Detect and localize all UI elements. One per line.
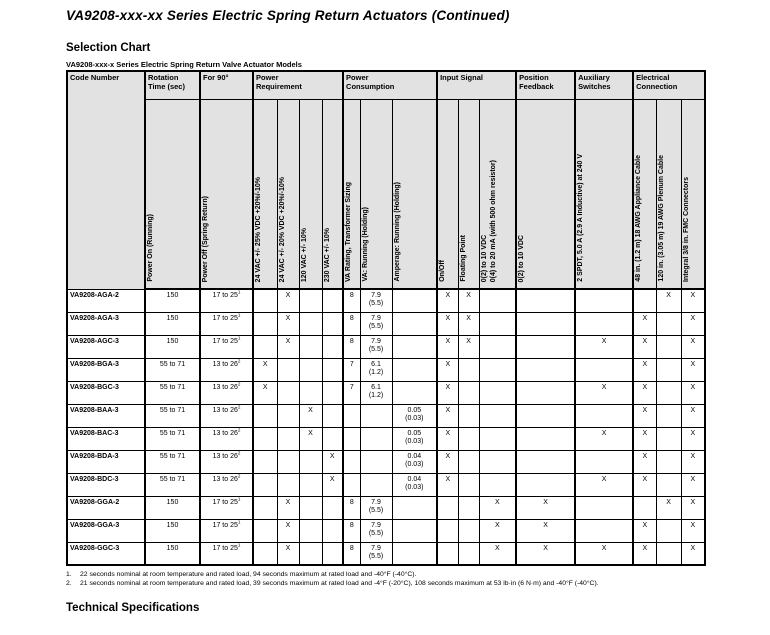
value-cell: [322, 542, 343, 565]
value-cell: [360, 404, 392, 427]
value-cell: 55 to 71: [145, 473, 200, 496]
x-mark-cell: X: [681, 427, 705, 450]
x-mark-cell: X: [277, 289, 299, 312]
value-cell: 55 to 71: [145, 450, 200, 473]
vertical-column-label: 230 VAC +/- 10%: [323, 227, 331, 282]
value-cell: [575, 404, 633, 427]
column-header: [145, 99, 200, 289]
x-mark-cell: X: [681, 289, 705, 312]
value-cell: [360, 450, 392, 473]
value-cell: [479, 289, 516, 312]
value-cell: [253, 519, 277, 542]
value-cell: [575, 450, 633, 473]
value-cell: 7: [343, 381, 360, 404]
x-mark-cell: X: [681, 358, 705, 381]
x-mark-cell: X: [277, 312, 299, 335]
value-cell: [575, 312, 633, 335]
code-number-cell: VA9208-BGA-3: [67, 358, 145, 381]
vertical-column-label: Integral 3/8 in. FMC Connectors: [682, 176, 690, 282]
column-header: [656, 99, 681, 289]
column-header: [633, 99, 656, 289]
value-cell: [322, 404, 343, 427]
code-number-cell: VA9208-GGA-3: [67, 519, 145, 542]
vertical-column-label: VA: Running (Holding): [361, 207, 369, 282]
value-cell: [575, 289, 633, 312]
value-cell: [437, 496, 458, 519]
value-cell: [656, 519, 681, 542]
value-cell: [479, 473, 516, 496]
value-cell: 13 to $26^2$: [200, 381, 253, 404]
x-mark-cell: X: [633, 519, 656, 542]
table-row: [67, 381, 705, 404]
value-cell: [516, 289, 575, 312]
group-header: Code Number: [67, 71, 145, 289]
section-heading-technical-specifications: Technical Specifications: [66, 601, 200, 614]
x-mark-cell: X: [437, 335, 458, 358]
value-cell: [322, 381, 343, 404]
column-header: [437, 99, 458, 289]
x-mark-cell: X: [479, 542, 516, 565]
footnote-number: 2.: [66, 580, 72, 588]
column-header: [479, 99, 516, 289]
value-cell: [322, 335, 343, 358]
x-mark-cell: X: [277, 335, 299, 358]
value-cell: 150: [145, 312, 200, 335]
value-cell: [516, 450, 575, 473]
value-cell: [479, 450, 516, 473]
x-mark-cell: X: [437, 473, 458, 496]
value-cell: [299, 496, 322, 519]
value-cell: 8: [343, 335, 360, 358]
table-row: [67, 496, 705, 519]
footnote-reference: 2: [237, 381, 241, 387]
value-cell: 150: [145, 289, 200, 312]
x-mark-cell: X: [633, 335, 656, 358]
value-cell: [656, 542, 681, 565]
column-header: [322, 99, 343, 289]
value-cell: [343, 404, 360, 427]
value-cell: [516, 381, 575, 404]
x-mark-cell: X: [253, 358, 277, 381]
value-cell: [458, 542, 479, 565]
table-row: [67, 519, 705, 542]
value-cell: [360, 473, 392, 496]
x-mark-cell: X: [575, 381, 633, 404]
group-header: Auxiliary Switches: [575, 71, 633, 99]
value-cell: [299, 542, 322, 565]
sub-header-row: [67, 99, 705, 289]
x-mark-cell: X: [681, 542, 705, 565]
x-mark-cell: X: [437, 450, 458, 473]
x-mark-cell: X: [681, 519, 705, 542]
table-header: [67, 71, 705, 289]
value-cell: [458, 473, 479, 496]
selection-chart-table: [66, 70, 706, 566]
vertical-column-label: Power Off (Spring Return): [202, 195, 209, 282]
value-cell: 17 to $25^1$: [200, 496, 253, 519]
value-cell: [392, 519, 437, 542]
table-row: [67, 473, 705, 496]
value-cell: [253, 404, 277, 427]
x-mark-cell: X: [277, 542, 299, 565]
column-header: [458, 99, 479, 289]
value-cell: [253, 427, 277, 450]
value-cell: [479, 312, 516, 335]
x-mark-cell: X: [681, 473, 705, 496]
table-row: [67, 358, 705, 381]
value-cell: [299, 473, 322, 496]
x-mark-cell: X: [575, 542, 633, 565]
vertical-column-label: 0(2) to 10 VDC 0(4) to 20 mA (with 500 ohm resistor): [480, 159, 497, 282]
value-cell: 0.04 (0.03): [392, 473, 437, 496]
value-cell: [458, 450, 479, 473]
value-cell: 17 to $25^1$: [200, 289, 253, 312]
footnote-reference: 2: [237, 473, 241, 479]
value-cell: 7.9 (5.5): [360, 542, 392, 565]
x-mark-cell: X: [516, 519, 575, 542]
value-cell: [392, 381, 437, 404]
footnote-reference: 1: [237, 496, 241, 502]
value-cell: [343, 427, 360, 450]
value-cell: [253, 450, 277, 473]
value-cell: 6.1 (1.2): [360, 381, 392, 404]
value-cell: [656, 450, 681, 473]
value-cell: [299, 381, 322, 404]
column-header: [200, 99, 253, 289]
group-header: Power Requirement: [253, 71, 343, 99]
code-number-cell: VA9208-AGA-3: [67, 312, 145, 335]
value-cell: 17 to $25^1$: [200, 312, 253, 335]
x-mark-cell: X: [322, 450, 343, 473]
code-number-cell: VA9208-BDC-3: [67, 473, 145, 496]
value-cell: 17 to $25^1$: [200, 335, 253, 358]
value-cell: [343, 473, 360, 496]
value-cell: [458, 404, 479, 427]
value-cell: [392, 289, 437, 312]
vertical-column-label: 120 VAC +/- 10%: [300, 227, 308, 282]
value-cell: [277, 381, 299, 404]
x-mark-cell: X: [633, 404, 656, 427]
vertical-column-label: 2 SPDT, 5.0 A (2.9 A Inductive) at 240 V: [577, 154, 585, 282]
x-mark-cell: X: [575, 335, 633, 358]
x-mark-cell: X: [681, 335, 705, 358]
value-cell: [322, 289, 343, 312]
vertical-column-label: 24 VAC +/- 25% VDC +20%/-10%: [255, 176, 262, 282]
vertical-column-label: Power On (Running): [147, 214, 154, 282]
x-mark-cell: X: [633, 542, 656, 565]
footnote-reference: 1: [237, 335, 241, 341]
code-number-cell: VA9208-BAA-3: [67, 404, 145, 427]
group-header: Input Signal: [437, 71, 516, 99]
code-number-cell: VA9208-AGC-3: [67, 335, 145, 358]
value-cell: [479, 335, 516, 358]
column-header: [253, 99, 277, 289]
table-row: [67, 450, 705, 473]
column-header: [392, 99, 437, 289]
x-mark-cell: X: [633, 473, 656, 496]
x-mark-cell: X: [322, 473, 343, 496]
footnote-reference: 2: [237, 427, 241, 433]
value-cell: [392, 496, 437, 519]
x-mark-cell: X: [633, 381, 656, 404]
value-cell: [253, 312, 277, 335]
footnote-reference: 2: [237, 404, 241, 410]
x-mark-cell: X: [656, 289, 681, 312]
x-mark-cell: X: [633, 358, 656, 381]
table-row: [67, 335, 705, 358]
value-cell: [392, 312, 437, 335]
table-row: [67, 542, 705, 565]
value-cell: [575, 519, 633, 542]
vertical-column-label: On/Off: [439, 260, 447, 282]
column-header: [360, 99, 392, 289]
x-mark-cell: X: [458, 289, 479, 312]
value-cell: 0.04 (0.03): [392, 450, 437, 473]
footnote-reference: 1: [237, 312, 241, 318]
x-mark-cell: X: [656, 496, 681, 519]
value-cell: [633, 289, 656, 312]
value-cell: 150: [145, 496, 200, 519]
x-mark-cell: X: [253, 381, 277, 404]
x-mark-cell: X: [633, 312, 656, 335]
value-cell: [479, 381, 516, 404]
value-cell: [392, 542, 437, 565]
value-cell: [516, 427, 575, 450]
vertical-column-label: Floating Point: [459, 235, 467, 282]
column-header: [343, 99, 360, 289]
x-mark-cell: X: [516, 542, 575, 565]
value-cell: [392, 335, 437, 358]
value-cell: [253, 496, 277, 519]
value-cell: [253, 473, 277, 496]
value-cell: 13 to $26^2$: [200, 358, 253, 381]
value-cell: [253, 289, 277, 312]
value-cell: [277, 473, 299, 496]
value-cell: 7: [343, 358, 360, 381]
value-cell: [458, 358, 479, 381]
x-mark-cell: X: [458, 335, 479, 358]
table-row: [67, 312, 705, 335]
value-cell: [253, 335, 277, 358]
group-header: Rotation Time (sec): [145, 71, 200, 99]
x-mark-cell: X: [479, 519, 516, 542]
x-mark-cell: X: [437, 427, 458, 450]
code-number-cell: VA9208-BGC-3: [67, 381, 145, 404]
value-cell: [343, 450, 360, 473]
value-cell: 7.9 (5.5): [360, 289, 392, 312]
x-mark-cell: X: [633, 427, 656, 450]
value-cell: [322, 519, 343, 542]
vertical-column-label: Amperage: Running (Holding): [393, 182, 401, 282]
value-cell: [656, 312, 681, 335]
x-mark-cell: X: [681, 312, 705, 335]
footnotes: [66, 570, 770, 589]
group-header-row: [67, 71, 705, 99]
footnote-reference: 1: [237, 289, 241, 295]
value-cell: [479, 358, 516, 381]
column-header: [277, 99, 299, 289]
x-mark-cell: X: [633, 450, 656, 473]
x-mark-cell: X: [437, 358, 458, 381]
table-body: [67, 289, 705, 565]
section-heading-selection-chart: Selection Chart: [66, 42, 151, 54]
value-cell: [392, 358, 437, 381]
code-number-cell: VA9208-AGA-2: [67, 289, 145, 312]
x-mark-cell: X: [681, 404, 705, 427]
value-cell: [299, 519, 322, 542]
column-header: [299, 99, 322, 289]
value-cell: [516, 358, 575, 381]
value-cell: [437, 519, 458, 542]
table-row: [67, 404, 705, 427]
value-cell: 17 to $25^1$: [200, 519, 253, 542]
column-header: [516, 99, 575, 289]
x-mark-cell: X: [516, 496, 575, 519]
table-caption: VA9208-xxx-x Series Electric Spring Return Valve Actuator Models: [66, 60, 302, 69]
value-cell: 7.9 (5.5): [360, 335, 392, 358]
code-number-cell: VA9208-GGC-3: [67, 542, 145, 565]
value-cell: 7.9 (5.5): [360, 496, 392, 519]
value-cell: [656, 335, 681, 358]
table-row: [67, 289, 705, 312]
value-cell: 0.05 (0.03): [392, 427, 437, 450]
x-mark-cell: X: [299, 427, 322, 450]
value-cell: [322, 312, 343, 335]
value-cell: [656, 358, 681, 381]
value-cell: 55 to 71: [145, 381, 200, 404]
page-title: VA9208-xxx-xx Series Electric Spring Return Actuators (Continued): [66, 8, 510, 23]
value-cell: 8: [343, 519, 360, 542]
value-cell: 7.9 (5.5): [360, 312, 392, 335]
value-cell: 0.05 (0.03): [392, 404, 437, 427]
table-row: [67, 427, 705, 450]
value-cell: [322, 358, 343, 381]
footnote-reference: 2: [237, 358, 241, 364]
value-cell: [299, 335, 322, 358]
value-cell: [656, 381, 681, 404]
value-cell: [253, 542, 277, 565]
value-cell: 150: [145, 335, 200, 358]
x-mark-cell: X: [437, 312, 458, 335]
footnote-reference: 1: [237, 542, 241, 548]
x-mark-cell: X: [575, 473, 633, 496]
value-cell: [360, 427, 392, 450]
x-mark-cell: X: [479, 496, 516, 519]
vertical-column-label: 48 in. (1.2 m) 18 AWG Appliance Cable: [635, 155, 643, 282]
vertical-column-label: 0(2) to 10 VDC: [518, 234, 526, 282]
value-cell: [437, 542, 458, 565]
value-cell: [458, 427, 479, 450]
value-cell: 8: [343, 542, 360, 565]
value-cell: [322, 496, 343, 519]
value-cell: [299, 312, 322, 335]
value-cell: [516, 335, 575, 358]
x-mark-cell: X: [277, 496, 299, 519]
x-mark-cell: X: [575, 427, 633, 450]
value-cell: [322, 427, 343, 450]
value-cell: 13 to $26^2$: [200, 450, 253, 473]
value-cell: [458, 496, 479, 519]
group-header: Electrical Connection: [633, 71, 705, 99]
footnote-reference: 2: [237, 450, 241, 456]
value-cell: 13 to $26^2$: [200, 427, 253, 450]
x-mark-cell: X: [437, 381, 458, 404]
value-cell: [633, 496, 656, 519]
column-header: [575, 99, 633, 289]
value-cell: 8: [343, 496, 360, 519]
value-cell: [299, 358, 322, 381]
footnote: [66, 570, 770, 579]
value-cell: 17 to $25^1$: [200, 542, 253, 565]
group-header: For 90°: [200, 71, 253, 99]
value-cell: 55 to 71: [145, 427, 200, 450]
footnote-text: 21 seconds nominal at room temperature and rated load, 39 seconds maximum at rated load and -4°F (-20°C), 108 seconds maximum at 53 lb·in (6 N·m) and -40°F (-40°C).: [80, 580, 599, 588]
value-cell: [277, 427, 299, 450]
value-cell: [656, 427, 681, 450]
x-mark-cell: X: [437, 289, 458, 312]
value-cell: [516, 312, 575, 335]
x-mark-cell: X: [681, 450, 705, 473]
value-cell: 55 to 71: [145, 404, 200, 427]
group-header: Power Consumption: [343, 71, 437, 99]
footnote-text: 22 seconds nominal at room temperature and rated load, 94 seconds maximum at rated load and -40°F (-40°C).: [80, 571, 417, 578]
x-mark-cell: X: [681, 496, 705, 519]
footnote-number: 1.: [66, 571, 72, 578]
x-mark-cell: X: [458, 312, 479, 335]
column-header: [681, 99, 705, 289]
value-cell: [299, 289, 322, 312]
value-cell: [656, 473, 681, 496]
vertical-column-label: 120 in. (3.05 m) 19 AWG Plenum Cable: [657, 155, 665, 282]
value-cell: 150: [145, 542, 200, 565]
footnote: [66, 579, 770, 588]
value-cell: [575, 358, 633, 381]
value-cell: [277, 404, 299, 427]
value-cell: 8: [343, 289, 360, 312]
value-cell: 150: [145, 519, 200, 542]
code-number-cell: VA9208-BAC-3: [67, 427, 145, 450]
vertical-column-label: VA Rating, Transformer Sizing: [345, 182, 353, 282]
value-cell: [656, 404, 681, 427]
value-cell: [479, 404, 516, 427]
value-cell: 8: [343, 312, 360, 335]
footnote-reference: 1: [237, 519, 241, 525]
code-number-cell: VA9208-BDA-3: [67, 450, 145, 473]
value-cell: [458, 519, 479, 542]
x-mark-cell: X: [299, 404, 322, 427]
vertical-column-label: 24 VAC +/- 20% VDC +20%/-10%: [278, 176, 286, 282]
value-cell: [516, 473, 575, 496]
value-cell: 7.9 (5.5): [360, 519, 392, 542]
value-cell: [479, 427, 516, 450]
code-number-cell: VA9208-GGA-2: [67, 496, 145, 519]
value-cell: 13 to $26^2$: [200, 473, 253, 496]
value-cell: 55 to 71: [145, 358, 200, 381]
x-mark-cell: X: [681, 381, 705, 404]
value-cell: [277, 450, 299, 473]
value-cell: 13 to $26^2$: [200, 404, 253, 427]
value-cell: [575, 496, 633, 519]
value-cell: 6.1 (1.2): [360, 358, 392, 381]
group-header: Position Feedback: [516, 71, 575, 99]
value-cell: [458, 381, 479, 404]
value-cell: [516, 404, 575, 427]
x-mark-cell: X: [277, 519, 299, 542]
value-cell: [299, 450, 322, 473]
value-cell: [277, 358, 299, 381]
x-mark-cell: X: [437, 404, 458, 427]
